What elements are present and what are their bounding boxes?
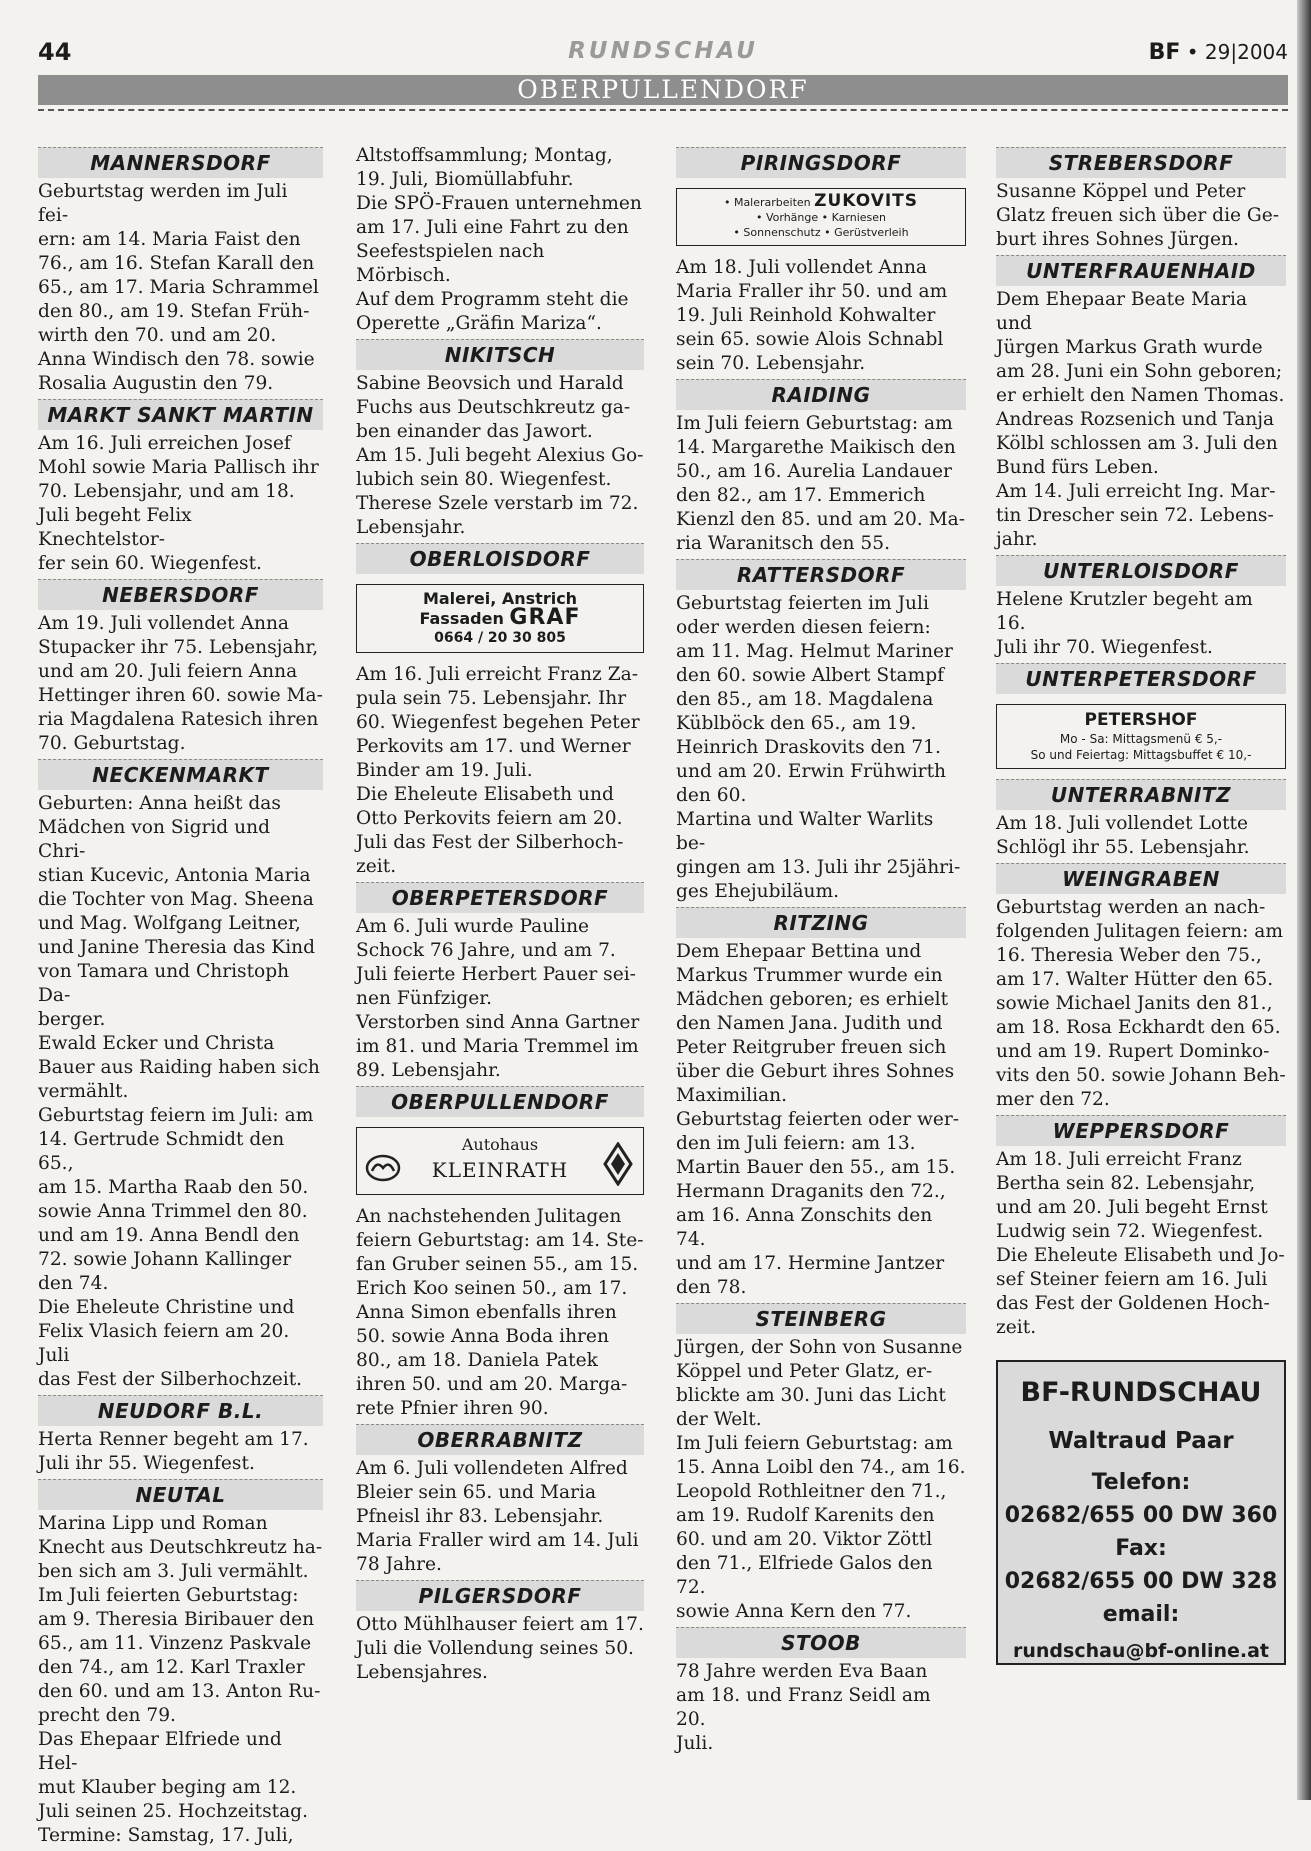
ad-zukovits: [676, 188, 966, 246]
ad-zukovits-line1: [681, 191, 961, 211]
section-heading: OBERPETERSDORF: [356, 882, 644, 913]
ad-kleinrath: [356, 1127, 644, 1195]
section-mannersdorf: [38, 147, 323, 396]
section-body: Altstoffsammlung; Montag, 19. Juli, Biomüllabfuhr. Die SPÖ-Frauen unternehmen am 17. Juli eine Fahrt zu den Seefestspielen nach Mörbisch. Auf dem Programm steht die Operette „Gräfin Mariza“.: [356, 145, 642, 334]
issue-separator: •: [1186, 40, 1199, 64]
issue-mag: BF: [1148, 40, 1181, 65]
section-body: Am 18. Juli vollendet Lotte Schlögl ihr 55. Lebensjahr.: [996, 813, 1250, 858]
section-body: Dem Ehepaar Bettina und Markus Trummer wurde ein Mädchen geboren; es erhielt den Namen Jana. Judith und Peter Reitgruber freuen sich über die Geburt ihres Sohnes Maximilian. Geburtstag feierten oder wer- den im Juli feiern: am 13. Martin Bauer den 55., am 15. Hermann Draganits den 72., am 16. Anna Zonschits den 74. und am 17. Hermine Jantzer den 78.: [676, 941, 960, 1298]
section-stoob: [676, 1627, 966, 1756]
section-body: Otto Mühlhauser feiert am 17. Juli die Vollendung seines 50. Lebensjahres.: [356, 1614, 644, 1683]
section-body: Am 18. Juli vollendet Anna Maria Fraller ihr 50. und am 19. Juli Reinhold Kohwalter sein 65. sowie Alois Schnabl sein 70. Lebensjahr.: [676, 257, 948, 374]
section-heading: PILGERSDORF: [356, 1580, 644, 1611]
section-heading: UNTERLOISDORF: [996, 555, 1286, 586]
section-neckenmarkt: [38, 759, 323, 1392]
section-heading: STOOB: [676, 1627, 966, 1658]
section-heading: RITZING: [676, 907, 966, 938]
section-rattersdorf: [676, 559, 966, 904]
section-heading: NIKITSCH: [356, 339, 644, 370]
section-body: Sabine Beovsich und Harald Fuchs aus Deutschkreutz ga- ben einander das Jawort. Am 15. Juli begeht Alexius Go- lubich sein 80. Wiegenfest. Therese Szele verstarb im 72. Lebensjahr.: [356, 373, 644, 538]
section-unterpetersdorf: [996, 663, 1286, 769]
section-heading: STEINBERG: [676, 1303, 966, 1334]
issue-info: [1149, 40, 1288, 65]
section-strebersdorf: [996, 147, 1286, 252]
issue-number: 29|2004: [1204, 40, 1288, 64]
section-body: Am 6. Juli wurde Pauline Schock 76 Jahre, und am 7. Juli feierte Herbert Pauer sei- nen Fünfziger. Verstorben sind Anna Gartner im 81. und Maria Tremmel im 89. Lebensjahr.: [356, 916, 640, 1081]
section-heading: WEINGRABEN: [996, 863, 1286, 894]
section-heading: OBERLOISDORF: [356, 543, 644, 574]
section-heading: NEBERSDORF: [38, 579, 323, 610]
section-body: Am 19. Juli vollendet Anna Stupacker ihr 75. Lebensjahr, und am 20. Juli feiern Anna Hettinger ihren 60. sowie Ma- ria Magdalena Ratesich ihren 70. Geburtstag.: [38, 613, 323, 754]
page-header: [38, 38, 1288, 74]
section-body: Geburtstag werden an nach- folgenden Julitagen feiern: am 16. Theresia Weber den 75., am 17. Walter Hütter den 65. sowie Michael Janits den 81., am 18. Rosa Eckhardt den 65. und am 19. Rupert Dominko- vits den 50. sowie Johann Beh- mer den 72.: [996, 897, 1286, 1110]
section-body: Am 16. Juli erreicht Franz Za- pula sein 75. Lebensjahr. Ihr 60. Wiegenfest begehen Peter Perkovits am 17. und Werner Binder am 19. Juli. Die Eheleute Elisabeth und Otto Perkovits feiern am 20. Juli das Fest der Silberhoch- zeit.: [356, 664, 640, 877]
section-neutal: [38, 1479, 323, 1848]
mazda-logo-icon: [365, 1154, 401, 1186]
contact-title: BF-RUNDSCHAU: [1020, 1377, 1262, 1408]
section-piringsdorf: [676, 147, 966, 376]
section-ritzing: [676, 907, 966, 1300]
phone-number: 02682/655 00 DW 360: [1004, 1503, 1278, 1528]
section-body: An nachstehenden Julitagen feiern Geburtstag: am 14. Ste- fan Gruber seinen 55., am 15. Erich Koo seinen 50., am 17. Anna Simon ebenfalls ihren 50. sowie Anna Boda ihren 80., am 18. Daniela Patek ihren 50. und am 20. Marga- rete Pfnier ihren 90.: [356, 1206, 644, 1419]
ad-graf: [356, 584, 644, 653]
section-heading: OBERRABNITZ: [356, 1424, 644, 1455]
section-heading: RAIDING: [676, 379, 966, 410]
section-oberloisdorf: [356, 543, 644, 879]
section-body: Am 18. Juli erreicht Franz Bertha sein 82. Lebensjahr, und am 20. Juli begeht Ernst Ludwig sein 72. Wiegenfest. Die Eheleute Elisabeth und Jo- sef Steiner feiern am 16. Juli das Fest der Goldenen Hoch- zeit.: [996, 1149, 1285, 1338]
ad-graf-name: GRAF: [509, 605, 581, 630]
section-nikitsch: [356, 339, 644, 540]
section-heading: UNTERPETERSDORF: [996, 663, 1286, 694]
ad-zukovits-line2: • Vorhänge • Karniesen: [756, 211, 886, 224]
contact-box: [996, 1360, 1286, 1665]
ad-kleinrath-line1: Autohaus: [461, 1135, 539, 1154]
section-body: Susanne Köppel und Peter Glatz freuen sich über die Ge- burt ihres Sohnes Jürgen.: [996, 181, 1280, 250]
ad-graf-line1: Malerei, Anstrich: [422, 589, 578, 608]
section-unterfrauenhaid: [996, 255, 1286, 552]
banner-divider: [38, 109, 1288, 111]
column-4: [996, 144, 1286, 1665]
section-heading: MANNERSDORF: [38, 147, 323, 178]
section-body: Dem Ehepaar Beate Maria und Jürgen Markus Grath wurde am 28. Juni ein Sohn geboren; er erhielt den Namen Thomas. Andreas Rozsenich und Tanja Kölbl schlossen am 3. Juli den Bund fürs Leben. Am 14. Juli erreicht Ing. Mar- tin Drescher sein 72. Lebens- jahr.: [996, 289, 1285, 550]
section-heading: PIRINGSDORF: [676, 147, 966, 178]
section-heading: RATTERSDORF: [676, 559, 966, 590]
section-oberpetersdorf: [356, 882, 644, 1083]
section-raiding: [676, 379, 966, 556]
section-heading: NEUDORF B.L.: [38, 1395, 323, 1426]
ad-zukovits-prefix: • Malerarbeiten: [723, 196, 815, 209]
section-body: Geburten: Anna heißt das Mädchen von Sigrid und Chri- stian Kucevic, Antonia Maria die Tochter von Mag. Sheena und Mag. Wolfgang Leitner, und Janine Theresia das Kind von Tamara und Christoph Da- berger. Ewald Ecker und Christa Bauer aus Raiding haben sich vermählt. Geburtstag feiern im Juli: am 14. Gertrude Schmidt den 65., am 15. Martha Raab den 50. sowie Anna Trimmel den 80. und am 19. Anna Bendl den 72. sowie Johann Kallinger den 74. Die Eheleute Christine und Felix Vlasich feiern am 20. Juli das Fest der Silberhochzeit.: [38, 793, 320, 1390]
section-markt-sankt-martin: [38, 399, 323, 576]
section-unterloisdorf: [996, 555, 1286, 660]
section-oberpullendorf: [356, 1086, 644, 1421]
section-heading: UNTERFRAUENHAID: [996, 255, 1286, 286]
section-neudorf: [38, 1395, 323, 1476]
column-1: [38, 144, 323, 1851]
section-body: Geburtstag feierten im Juli oder werden diesen feiern: am 11. Mag. Helmut Mariner den 60. sowie Albert Stampf den 85., am 18. Magdalena Küblböck den 65., am 19. Heinrich Draskovits den 71. und am 20. Erwin Frühwirth den 60. Martina und Walter Warlits be- gingen am 13. Juli ihr 25jähri- ges Ehejubiläum.: [676, 593, 961, 902]
section-body: Herta Renner begeht am 17. Juli ihr 55. Wiegenfest.: [38, 1429, 309, 1474]
ad-graf-line2: [361, 605, 639, 630]
ad-petershof-line2: Mo - Sa: Mittagsmenü € 5,-: [1059, 732, 1223, 746]
section-body: Im Juli feiern Geburtstag: am 14. Margarethe Maikisch den 50., am 16. Aurelia Landauer den 82., am 17. Emmerich Kienzl den 85. und am 20. Ma- ria Waranitsch den 55.: [676, 413, 966, 554]
section-heading: NECKENMARKT: [38, 759, 323, 790]
section-heading: MARKT SANKT MARTIN: [38, 399, 323, 430]
section-nebersdorf: [38, 579, 323, 756]
ad-graf-prefix: Fassaden: [419, 609, 510, 628]
section-body: Marina Lipp und Roman Knecht aus Deutschkreutz ha- ben sich am 3. Juli vermählt. Im Juli feierten Geburtstag: am 9. Theresia Biribauer den 65., am 11. Vinzenz Paskvale den 74., am 12. Karl Traxler den 60. und am 13. Anton Ru- precht den 79. Das Ehepaar Elfriede und Hel- mut Klauber beging am 12. Juli seinen 25. Hochzeitstag. Termine: Samstag, 17. Juli,: [38, 1513, 323, 1846]
section-heading: OBERPULLENDORF: [356, 1086, 644, 1117]
section-heading: STREBERSDORF: [996, 147, 1286, 178]
column-2: [356, 144, 644, 1688]
fax-number: 02682/655 00 DW 328: [1004, 1569, 1278, 1594]
section-pilgersdorf: [356, 1580, 644, 1685]
contact-name: Waltraud Paar: [1048, 1428, 1234, 1454]
section-steinberg: [676, 1303, 966, 1624]
section-banner: OBERPULLENDORF: [38, 75, 1288, 105]
page-number: 44: [38, 38, 72, 66]
column-3: [676, 144, 966, 1759]
ad-zukovits-name: ZUKOVITS: [814, 191, 919, 211]
section-body: Am 16. Juli erreichen Josef Mohl sowie Maria Pallisch ihr 70. Lebensjahr, und am 18. Juli begeht Felix Knechtelstor- fer sein 60. Wiegenfest.: [38, 433, 319, 574]
publication-title: RUNDSCHAU: [568, 38, 758, 64]
section-heading: WEPPERSDORF: [996, 1115, 1286, 1146]
renault-logo-icon: [603, 1142, 633, 1190]
section-neutal-continued: [356, 144, 644, 336]
section-weppersdorf: [996, 1115, 1286, 1340]
ad-kleinrath-name: KLEINRATH: [431, 1158, 569, 1182]
section-heading: UNTERRABNITZ: [996, 779, 1286, 810]
section-body: Geburtstag werden im Juli fei- ern: am 14. Maria Faist den 76., am 16. Stefan Karall den 65., am 17. Maria Schrammel den 80., am 19. Stefan Früh- wirth den 70. und am 20. Anna Windisch den 78. sowie Rosalia Augustin den 79.: [38, 181, 319, 394]
email-address: rundschau@bf-online.at: [1012, 1640, 1270, 1662]
ad-zukovits-line3: • Sonnenschutz • Gerüstverleih: [733, 226, 909, 239]
section-body: Helene Krutzler begeht am 16. Juli ihr 70. Wiegenfest.: [996, 589, 1253, 658]
ad-petershof-line3: So und Feiertag: Mittagsbuffet € 10,-: [1030, 748, 1252, 762]
section-body: Jürgen, der Sohn von Susanne Köppel und Peter Glatz, er- blickte am 30. Juni das Licht der Welt. Im Juli feiern Geburtstag: am 15. Anna Loibl den 74., am 16. Leopold Rothleitner den 71., am 19. Rudolf Karenits den 60. und am 20. Viktor Zöttl den 71., Elfriede Galos den 72. sowie Anna Kern den 77.: [676, 1337, 966, 1622]
ad-petershof-name: PETERSHOF: [1084, 710, 1198, 730]
section-body: Am 6. Juli vollendeten Alfred Bleier sein 65. und Maria Pfneisl ihr 83. Lebensjahr. Maria Fraller wird am 14. Juli 78 Jahre.: [356, 1458, 639, 1575]
ad-graf-phone: 0664 / 20 30 805: [434, 630, 566, 646]
page-edge-shadow: [1297, 0, 1311, 1800]
fax-label: Fax:: [1115, 1536, 1167, 1561]
section-oberrabnitz: [356, 1424, 644, 1577]
section-weingraben: [996, 863, 1286, 1112]
email-label: email:: [1102, 1602, 1180, 1627]
section-body: 78 Jahre werden Eva Baan am 18. und Franz Seidl am 20. Juli.: [676, 1661, 931, 1754]
phone-label: Telefon:: [1091, 1470, 1191, 1495]
section-unterrabnitz: [996, 779, 1286, 860]
ad-petershof: [996, 704, 1286, 769]
section-heading: NEUTAL: [38, 1479, 323, 1510]
